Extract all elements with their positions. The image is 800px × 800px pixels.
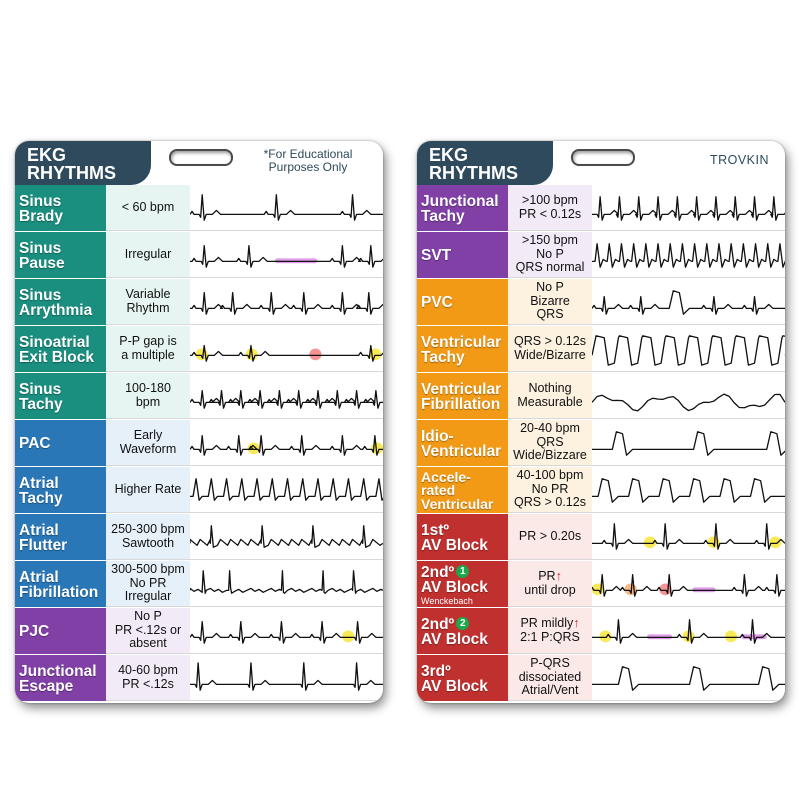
ekg-strip <box>190 467 383 513</box>
criteria-text: No PR <box>129 575 167 590</box>
ekg-waveform <box>592 420 785 465</box>
criteria-line <box>115 624 181 638</box>
ekg-strip <box>190 185 383 231</box>
rhythm-name <box>417 373 508 419</box>
rhythm-name <box>417 467 508 513</box>
ekg-trace <box>592 336 785 365</box>
rhythm-name <box>15 420 106 466</box>
rhythm-row <box>15 514 383 561</box>
rhythm-row <box>15 232 383 279</box>
rhythm-name <box>15 467 106 513</box>
criteria-text: Nothing <box>528 381 572 395</box>
criteria-line <box>122 537 174 551</box>
criteria-line <box>524 584 575 598</box>
rhythm-criteria <box>508 232 592 278</box>
rhythm-name-line: Sinoatrial <box>19 333 90 351</box>
ekg-strip <box>190 326 383 372</box>
ekg-trace <box>592 524 785 549</box>
criteria-text: Waveform <box>119 441 177 456</box>
ekg-strip <box>592 655 785 701</box>
rhythm-name-line: AV Block <box>421 678 488 695</box>
criteria-line <box>125 382 171 396</box>
rhythm-name <box>15 279 106 325</box>
criteria-line <box>125 248 172 262</box>
rhythm-row <box>15 655 383 702</box>
criteria-line <box>528 382 571 396</box>
rhythm-row <box>15 326 383 373</box>
rhythm-row <box>417 420 785 467</box>
criteria-text: 300-500 bpm <box>111 562 185 577</box>
rhythm-name-line: Sinus <box>19 286 62 304</box>
criteria-text: >100 bpm <box>522 193 578 207</box>
criteria-line <box>536 281 564 295</box>
ekg-waveform <box>592 467 785 512</box>
ekg-strip <box>592 279 785 325</box>
note-line-2: Purposes Only <box>268 160 348 174</box>
criteria-line <box>522 194 578 208</box>
rhythm-name-line: Flutter <box>19 537 68 554</box>
ekg-waveform <box>190 279 383 324</box>
rhythm-name-line: 3rdº <box>421 662 451 680</box>
rhythm-name-line: Ventricular <box>421 495 494 512</box>
ekg-trace <box>190 622 383 644</box>
rhythm-name-line: Brady <box>19 208 63 225</box>
rhythm-name <box>417 608 508 654</box>
ekg-strip <box>592 185 785 231</box>
ekg-waveform <box>592 514 785 559</box>
highlight-dot <box>725 631 737 643</box>
criteria-text: PR <box>538 569 556 583</box>
up-arrow-icon: ↑ <box>555 569 562 583</box>
rhythm-row <box>417 514 785 561</box>
criteria-text: QRS <box>536 307 564 322</box>
rhythm-criteria <box>508 514 592 560</box>
ekg-waveform <box>592 561 785 606</box>
ekg-waveform <box>592 279 785 324</box>
rhythm-name-line: Ventricular <box>421 380 502 398</box>
ekg-waveform <box>592 608 785 653</box>
criteria-line <box>536 308 563 322</box>
criteria-line <box>514 349 586 363</box>
ekg-waveform <box>592 655 785 700</box>
highlight-dot <box>342 631 354 643</box>
ekg-strip <box>190 420 383 466</box>
criteria-text: 2:1 P:QRS <box>520 629 580 644</box>
rhythm-name-line: Atrial <box>19 568 59 586</box>
criteria-text: PR < 0.12s <box>518 206 582 221</box>
criteria-text: No P <box>536 246 564 261</box>
rhythm-name-line: 2ndº 2 <box>421 617 508 633</box>
rhythm-criteria <box>106 373 190 419</box>
highlight-dot <box>309 349 321 361</box>
criteria-text: until drop <box>524 582 576 597</box>
rhythm-name-line: rated <box>421 482 456 499</box>
ekg-strip <box>592 467 785 513</box>
criteria-text: Wide/Bizarre <box>514 347 586 362</box>
rhythm-name-line: 1stº <box>421 521 450 539</box>
rhythm-criteria <box>106 514 190 560</box>
ekg-strip <box>592 373 785 419</box>
criteria-line <box>115 483 182 497</box>
criteria-line <box>522 234 578 248</box>
criteria-text: 40-100 bpm <box>516 468 584 483</box>
rhythm-name-line: Tachy <box>19 490 63 507</box>
rhythm-name <box>15 514 106 560</box>
rhythm-name <box>417 561 508 607</box>
rhythm-name <box>417 514 508 560</box>
rhythm-name <box>15 655 106 701</box>
rhythm-name-line: Junctional <box>421 192 499 210</box>
criteria-line <box>126 288 171 302</box>
rhythm-name <box>15 608 106 654</box>
rhythm-name-line: Pause <box>19 255 65 272</box>
rhythm-name-line: Ventricular <box>421 443 502 460</box>
rhythm-criteria <box>106 279 190 325</box>
criteria-text: Measurable <box>517 394 583 409</box>
criteria-line <box>517 396 582 410</box>
rhythm-criteria <box>106 185 190 231</box>
ekg-waveform <box>190 232 383 277</box>
ekg-trace <box>190 195 383 220</box>
brand-name: TROVKIN <box>709 153 769 167</box>
criteria-text: bpm <box>135 394 161 409</box>
rhythm-name-line: AV Block <box>421 537 488 554</box>
criteria-line <box>536 248 564 262</box>
ekg-strip <box>190 561 383 607</box>
ekg-strip <box>190 232 383 278</box>
rhythm-row <box>417 326 785 373</box>
criteria-line <box>514 335 586 349</box>
ekg-trace <box>592 291 785 314</box>
criteria-line <box>513 449 587 463</box>
ekg-trace <box>190 246 383 268</box>
rhythm-row <box>417 608 785 655</box>
rhythm-row <box>15 420 383 467</box>
ekg-trace <box>190 391 383 409</box>
criteria-text: No PR <box>531 481 569 496</box>
rhythm-criteria <box>106 232 190 278</box>
ekg-trace <box>190 436 383 456</box>
rhythm-row <box>417 279 785 326</box>
ekg-trace <box>592 667 785 690</box>
highlight-dot <box>769 537 781 549</box>
ekg-strip <box>592 561 785 607</box>
ekg-strip <box>190 373 383 419</box>
ekg-waveform <box>592 185 785 230</box>
criteria-line <box>111 523 185 537</box>
criteria-text: QRS > 0.12s <box>514 495 586 510</box>
ekg-waveform <box>190 420 383 465</box>
ekg-waveform <box>190 561 383 606</box>
ekg-trace <box>592 479 785 502</box>
criteria-text: Irregular <box>124 589 172 604</box>
rhythm-criteria <box>508 185 592 231</box>
ekg-waveform <box>592 232 785 277</box>
rhythm-name <box>417 185 508 231</box>
criteria-text: Higher Rate <box>114 481 182 496</box>
criteria-text: Irregular <box>124 246 172 261</box>
rhythm-name-line: PAC <box>19 435 51 453</box>
rhythm-name-line: Tachy <box>19 396 63 413</box>
rhythm-row <box>417 185 785 232</box>
rhythm-criteria <box>106 561 190 607</box>
ekg-trace <box>190 571 383 594</box>
criteria-line <box>519 671 582 685</box>
ekg-strip <box>592 420 785 466</box>
ekg-strip <box>592 232 785 278</box>
rhythm-name-line: 2ndº 1 <box>421 565 508 581</box>
title-line-2: RHYTHMS <box>27 163 116 183</box>
type-badge: 1 <box>456 565 469 578</box>
criteria-line <box>122 201 174 215</box>
right-card <box>417 141 785 703</box>
ekg-strip <box>592 514 785 560</box>
rhythm-name-line: Sinus <box>19 380 62 398</box>
rhythm-row <box>15 373 383 420</box>
ekg-waveform <box>190 608 383 653</box>
rhythm-name-line: SVT <box>421 247 452 265</box>
criteria-text: QRS <box>536 434 564 449</box>
ekg-strip <box>190 608 383 654</box>
criteria-text: 250-300 bpm <box>111 522 185 536</box>
rhythm-name-line: Tachy <box>421 208 465 225</box>
criteria-line <box>134 610 162 624</box>
criteria-text: Early <box>133 428 163 442</box>
card-title <box>15 141 151 185</box>
criteria-text: absent <box>129 636 167 651</box>
ekg-trace <box>190 526 383 548</box>
criteria-line <box>532 483 569 497</box>
rhythm-row <box>15 608 383 655</box>
ekg-trace <box>190 663 383 690</box>
criteria-text: 40-60 bpm <box>118 663 178 677</box>
criteria-line <box>129 637 167 651</box>
criteria-text: No P <box>134 609 162 624</box>
rhythm-table <box>417 185 785 703</box>
rhythm-name-line: Tachy <box>421 349 465 366</box>
rhythm-name-line: Fibrillation <box>19 584 99 601</box>
card-slot-hole <box>571 149 635 166</box>
ekg-trace <box>592 197 785 220</box>
rhythm-name <box>417 420 508 466</box>
rhythm-name <box>15 561 106 607</box>
criteria-line <box>530 295 570 309</box>
criteria-text: Atrial/Vent <box>521 683 579 698</box>
left-card <box>15 141 383 703</box>
criteria-line <box>514 496 586 510</box>
criteria-text: Wide/Bizzare <box>513 448 587 463</box>
rhythm-criteria <box>508 373 592 419</box>
ekg-waveform <box>190 467 383 512</box>
ekg-trace <box>190 293 383 315</box>
ekg-waveform <box>190 655 383 700</box>
criteria-text: Rhythm <box>126 300 170 315</box>
rhythm-name <box>15 185 106 231</box>
rhythm-row <box>417 561 785 608</box>
rhythm-criteria <box>106 420 190 466</box>
criteria-text: No P <box>536 280 564 295</box>
criteria-line <box>134 429 162 443</box>
rhythm-criteria <box>106 326 190 372</box>
rhythm-row <box>15 467 383 514</box>
ekg-trace <box>592 244 785 267</box>
ekg-strip <box>592 326 785 372</box>
criteria-line <box>517 469 584 483</box>
rhythm-criteria <box>106 467 190 513</box>
criteria-line <box>126 302 169 316</box>
title-line-2: RHYTHMS <box>429 163 518 183</box>
note-line-1: *For Educational <box>263 147 353 161</box>
criteria-text: Bizarre <box>530 293 570 308</box>
criteria-line <box>121 349 175 363</box>
rhythm-subtitle: Wenckebach <box>421 595 473 606</box>
rhythm-name <box>15 232 106 278</box>
criteria-line <box>516 261 585 275</box>
criteria-line <box>136 396 160 410</box>
criteria-line <box>130 577 167 591</box>
rhythm-name-line: Escape <box>19 678 74 695</box>
rhythm-name <box>15 373 106 419</box>
disclaimer-note <box>243 148 373 174</box>
rhythm-row <box>417 655 785 702</box>
rhythm-criteria <box>508 561 592 607</box>
ekg-waveform <box>190 185 383 230</box>
rhythm-name-line: AV Block <box>421 579 488 596</box>
ekg-waveform <box>190 326 383 371</box>
up-arrow-icon: ↑ <box>573 616 580 630</box>
rhythm-name <box>15 326 106 372</box>
ekg-strip <box>190 655 383 701</box>
criteria-text: QRS > 0.12s <box>514 334 586 348</box>
criteria-text: P-QRS <box>530 656 570 671</box>
rhythm-name-line: Atrial <box>19 521 59 539</box>
criteria-line <box>538 570 562 584</box>
criteria-text: 100-180 <box>125 381 171 395</box>
criteria-line <box>111 563 185 577</box>
ekg-waveform <box>592 373 785 418</box>
card-slot-hole <box>169 149 233 166</box>
rhythm-table <box>15 185 383 703</box>
criteria-text: Variable <box>125 287 171 301</box>
rhythm-name-line: Junctional <box>19 662 97 680</box>
criteria-line <box>520 617 579 631</box>
title-line-1: EKG <box>27 145 67 165</box>
rhythm-name <box>417 279 508 325</box>
rhythm-row <box>15 279 383 326</box>
criteria-line <box>519 530 581 544</box>
rhythm-criteria <box>508 608 592 654</box>
criteria-line <box>519 208 581 222</box>
rhythm-name-line: AV Block <box>421 631 488 648</box>
criteria-line <box>522 684 579 698</box>
ekg-trace <box>592 575 785 597</box>
criteria-text: PR <.12s <box>122 676 174 691</box>
rhythm-name-line: Accele- <box>421 468 471 485</box>
card-title <box>417 141 553 185</box>
rhythm-name-line: Arrythmia <box>19 302 93 319</box>
criteria-line <box>120 443 177 457</box>
criteria-text: >150 bpm <box>522 233 578 248</box>
criteria-line <box>520 631 580 645</box>
rhythm-row <box>417 467 785 514</box>
rhythm-name-line: Sinus <box>19 192 62 210</box>
criteria-line <box>520 422 580 436</box>
rhythm-name-line: Atrial <box>19 474 59 492</box>
rhythm-criteria <box>508 420 592 466</box>
title-line-1: EKG <box>429 145 469 165</box>
criteria-text: 20-40 bpm <box>520 421 580 436</box>
criteria-text: dissociated <box>518 669 582 684</box>
rhythm-criteria <box>508 279 592 325</box>
criteria-text: < 60 bpm <box>121 199 175 214</box>
rhythm-name-line: Idio- <box>421 427 454 445</box>
criteria-line <box>118 664 178 678</box>
rhythm-name-line: Exit Block <box>19 349 94 366</box>
rhythm-criteria <box>508 326 592 372</box>
ekg-trace <box>592 432 785 455</box>
criteria-line <box>530 657 570 671</box>
rhythm-criteria <box>508 655 592 701</box>
rhythm-name <box>417 232 508 278</box>
rhythm-name-line: Ventricular <box>421 333 502 351</box>
rhythm-criteria <box>106 655 190 701</box>
rhythm-name-line: PJC <box>19 623 50 641</box>
ekg-waveform <box>592 326 785 371</box>
criteria-text: P-P gap is <box>119 334 177 348</box>
criteria-text: QRS normal <box>515 260 585 275</box>
type-badge: 2 <box>456 617 469 630</box>
criteria-text: PR <.12s or <box>114 622 182 637</box>
ekg-strip <box>190 514 383 560</box>
ekg-waveform <box>190 514 383 559</box>
ekg-trace <box>190 346 383 362</box>
rhythm-name <box>417 655 508 701</box>
criteria-text: PR mildly <box>520 616 574 630</box>
ekg-trace <box>592 394 785 411</box>
criteria-line <box>119 335 176 349</box>
rhythm-row <box>417 232 785 279</box>
rhythm-row <box>15 561 383 608</box>
criteria-text: PR > 0.20s <box>518 528 582 543</box>
criteria-text: Sawtooth <box>121 535 175 550</box>
criteria-line <box>122 678 174 692</box>
rhythm-criteria <box>508 467 592 513</box>
rhythm-row <box>417 373 785 420</box>
ekg-strip <box>592 608 785 654</box>
ekg-trace <box>190 479 383 501</box>
rhythm-name-line: PVC <box>421 294 453 312</box>
ekg-strip <box>190 279 383 325</box>
rhythm-criteria <box>106 608 190 654</box>
ekg-waveform <box>190 373 383 418</box>
rhythm-name-line: Sinus <box>19 239 62 257</box>
ekg-trace <box>592 620 785 643</box>
criteria-line <box>125 590 172 604</box>
criteria-line <box>536 436 563 450</box>
rhythm-name-line: Fibrillation <box>421 396 501 413</box>
criteria-text: a multiple <box>121 347 175 362</box>
rhythm-row <box>15 185 383 232</box>
rhythm-name <box>417 326 508 372</box>
